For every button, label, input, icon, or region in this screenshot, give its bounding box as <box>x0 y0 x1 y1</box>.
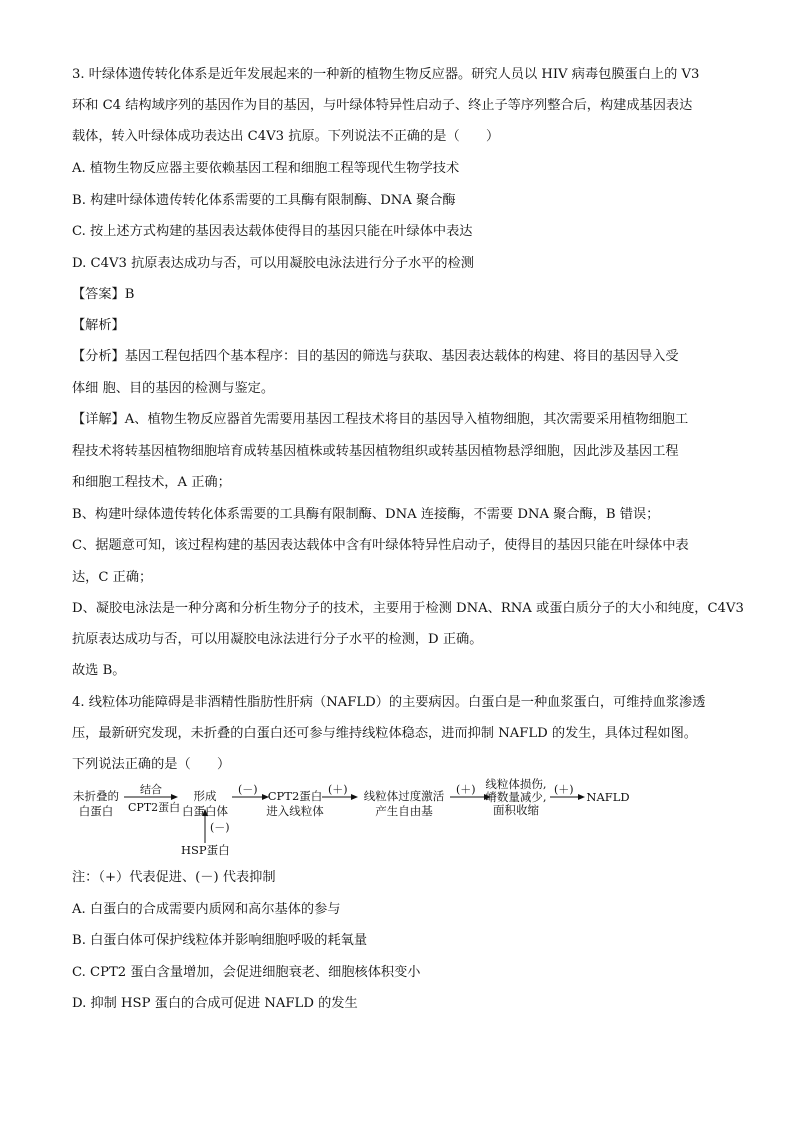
q3-analysis-tag: 【解析】 <box>72 318 125 333</box>
q4-option-a: A. 白蛋白的合成需要内质网和高尔基体的参与 <box>72 902 341 917</box>
answer-value: B <box>124 287 135 302</box>
q3-analysis-line-5: 和细胞工程技术，A 正确； <box>72 475 231 490</box>
label-cpt2-bind: CPT2蛋白 <box>128 801 181 814</box>
q3-option-a: A. 植物生物反应器主要依赖基因工程和细胞工程等现代生物学技术 <box>72 161 460 176</box>
q3-answer <box>72 286 134 304</box>
node-nafld: NAFLD <box>586 790 630 804</box>
q4-option-d: D. 抑制 HSP 蛋白的合成可促进 NAFLD 的发生 <box>72 996 358 1011</box>
q3-analysis-line-11: 故选 B。 <box>72 663 126 678</box>
node-hsp-protein: HSP蛋白 <box>181 843 230 857</box>
label-inhibit-1: (－) <box>238 783 258 796</box>
q3-option-c: C. 按上述方式构建的基因表达载体使得目的基因只能在叶绿体中表达 <box>72 224 473 239</box>
node-mito-damage: 线粒体损伤, 嵴数量减少, 面积收缩 <box>485 777 547 817</box>
q3-analysis-line-9: D、凝胶电泳法是一种分离和分析生物分子的技术，主要用于检测 DNA、RNA 或蛋白质分子的大小和纯度，C4V3 <box>72 601 744 616</box>
q3-stem-line-3: 载体，转入叶绿体成功表达出 C4V3 抗原。下列说法不正确的是（ ） <box>72 129 500 144</box>
q3-stem-line-2: 环和 C4 结构域序列的基因作为目的基因，与叶绿体特异性启动子、终止子等序列整合后，构建成基因表达 <box>72 98 693 113</box>
process-diagram: 未折叠的 白蛋白 结合 CPT2蛋白 形成 白蛋白体 (－) CPT2蛋白 进入线粒体 (＋) 线粒体过度激活 产生自由基 (＋) 线粒体损伤, 嵴数量减少, 面积收缩 (＋) NAFLD (－) HSP蛋白 <box>72 780 632 860</box>
q3-analysis-line-4: 程技术将转基因植物细胞培育成转基因植株或转基因植物组织或转基因植物悬浮细胞，因此涉及基因工程 <box>72 444 679 459</box>
q3-analysis-line-6: B、构建叶绿体遗传转化体系需要的工具酶有限制酶、DNA 连接酶，不需要 DNA 聚合酶，B 错误； <box>72 507 660 522</box>
q3-option-b: B. 构建叶绿体遗传转化体系需要的工具酶有限制酶、DNA 聚合酶 <box>72 193 456 208</box>
label-promote-1: (＋) <box>328 783 348 796</box>
q3-stem-line-1: 3. 叶绿体遗传转化体系是近年发展起来的一种新的植物生物反应器。研究人员以 HIV 病毒包膜蛋白上的 V3 <box>72 67 700 82</box>
q3-analysis-line-1: 【分析】基因工程包括四个基本程序：目的基因的筛选与获取、基因表达载体的构建、将目的基因导入受 <box>72 349 679 364</box>
q3-analysis-line-7: C、据题意可知，该过程构建的基因表达载体中含有叶绿体特异性启动子，使得目的基因只能在叶绿体中表 <box>72 538 689 553</box>
answer-tag: 【答案】 <box>72 287 125 302</box>
q3-analysis-line-10: 抗原表达成功与否，可以用凝胶电泳法进行分子水平的检测，D 正确。 <box>72 632 483 647</box>
label-promote-3: (＋) <box>554 783 574 796</box>
q4-stem-line-2: 压，最新研究发现，未折叠的白蛋白还可参与维持线粒体稳态，进而抑制 NAFLD 的发生，具体过程如图。 <box>72 726 697 741</box>
q4-note: 注：（+）代表促进、(－) 代表抑制 <box>72 870 276 885</box>
q3-option-d: D. C4V3 抗原表达成功与否，可以用凝胶电泳法进行分子水平的检测 <box>72 256 474 271</box>
q4-stem-line-3: 下列说法正确的是（ ） <box>72 757 231 772</box>
q4-option-b: B. 白蛋白体可保护线粒体并影响细胞呼吸的耗氧量 <box>72 933 368 948</box>
q3-analysis-line-2: 体细 胞、目的基因的检测与鉴定。 <box>72 381 275 396</box>
q4-stem-line-1: 4. 线粒体功能障碍是非酒精性脂肪性肝病（NAFLD）的主要病因。白蛋白是一种血浆蛋白，可维持血浆渗透 <box>72 695 706 710</box>
q4-option-c: C. CPT2 蛋白含量增加，会促进细胞衰老、细胞核体积变小 <box>72 965 421 980</box>
label-hsp-inhibit: (－) <box>210 821 230 834</box>
q3-analysis-line-8: 达，C 正确； <box>72 570 153 585</box>
label-bind: 结合 <box>140 783 162 796</box>
q3-analysis-line-3: 【详解】A、植物生物反应器首先需要用基因工程技术将目的基因导入植物细胞，其次需要采用植物细胞工 <box>72 412 689 427</box>
label-promote-2: (＋) <box>456 783 476 796</box>
